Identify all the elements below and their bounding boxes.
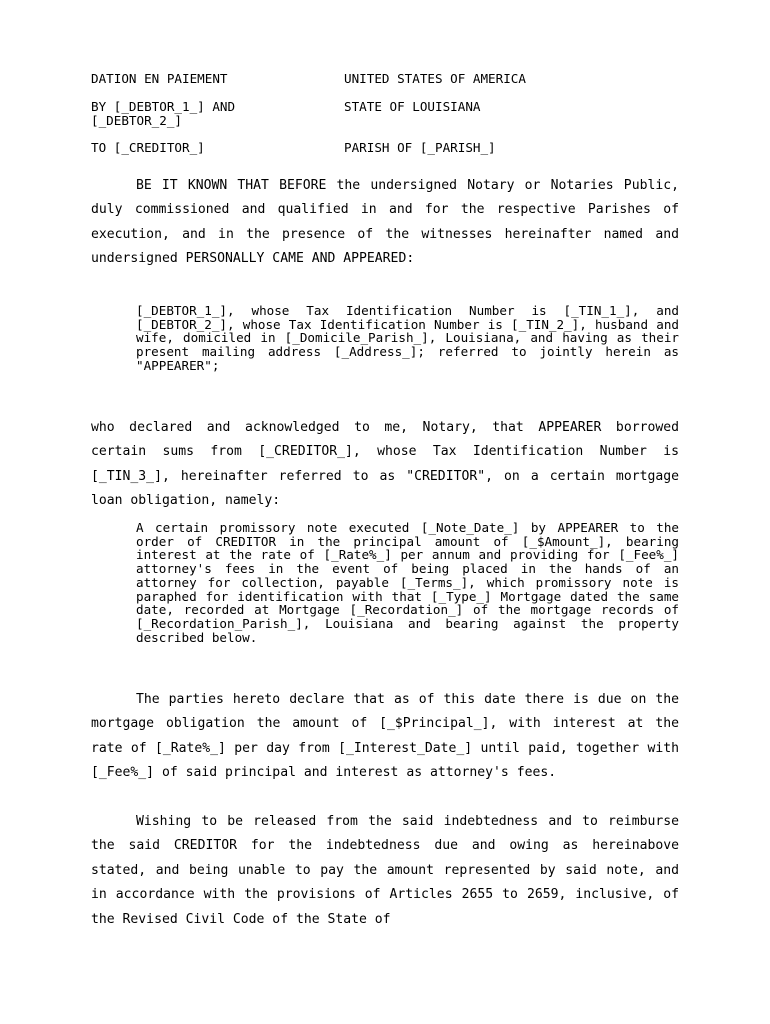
- amount-due-paragraph: The parties hereto declare that as of this date there is due on the mortgage obligation the amount of [_$Principal_], with interest at the rate of [_Rate%_] per day from [_Interest_Date_] until paid, together with [_Fee%_] of said principal and interest as attorney's fees.: [91, 692, 679, 781]
- creditor-name: TO [_CREDITOR_]: [91, 140, 205, 155]
- jurisdiction-parish: PARISH OF [_PARISH_]: [344, 140, 496, 155]
- declaration-paragraph: who declared and acknowledged to me, Notary, that APPEARER borrowed certain sums from [_CREDITOR_], whose Tax Identification Number is [_TIN_3_], hereinafter referred to as "CREDITOR", on a certain mortgage loan obligation, namely:: [91, 420, 679, 509]
- document-title: DATION EN PAIEMENT: [91, 71, 228, 86]
- debtor-names: BY [_DEBTOR_1_] AND [_DEBTOR_2_]: [91, 99, 236, 128]
- release-paragraph: Wishing to be released from the said indebtedness and to reimburse the said CREDITOR for the indebtedness due and owing as hereinabove stated, and being unable to pay the amount represented by said note, and in accordance with the provisions of Articles 2655 to 2659, inclusive, of the Revised Civil Code of the State of: [91, 814, 679, 927]
- appearer-block: [_DEBTOR_1_], whose Tax Identification Number is [_TIN_1_], and [_DEBTOR_2_], whose Tax Identification Number is [_TIN_2_], husband and wife, domiciled in [_Domicile_Parish_], Louisiana, and having as their present mailing address [_Address_]; referred to jointly herein as "APPEARER";: [136, 303, 679, 373]
- jurisdiction-country: UNITED STATES OF AMERICA: [344, 71, 526, 86]
- jurisdiction-state: STATE OF LOUISIANA: [344, 99, 481, 114]
- intro-paragraph: BE IT KNOWN THAT BEFORE the undersigned Notary or Notaries Public, duly commissioned and qualified in and for the respective Parishes of execution, and in the presence of the witnesses hereinafter named and undersigned PERSONALLY CAME AND APPEARED:: [91, 178, 679, 267]
- promissory-note-block: A certain promissory note executed [_Note_Date_] by APPEARER to the order of CREDITOR in the principal amount of [_$Amount_], bearing interest at the rate of [_Rate%_] per annum and providing for [_Fee%_] attorney's fees in the event of being placed in the hands of an attorney for collection, payable [_Terms_], which promissory note is paraphed for identification with that [_Type_] Mortgage dated the same date, recorded at Mortgage [_Recordation_] of the mortgage records of [_Recordation_Parish_], Louisiana and bearing against the property described below.: [136, 520, 679, 645]
